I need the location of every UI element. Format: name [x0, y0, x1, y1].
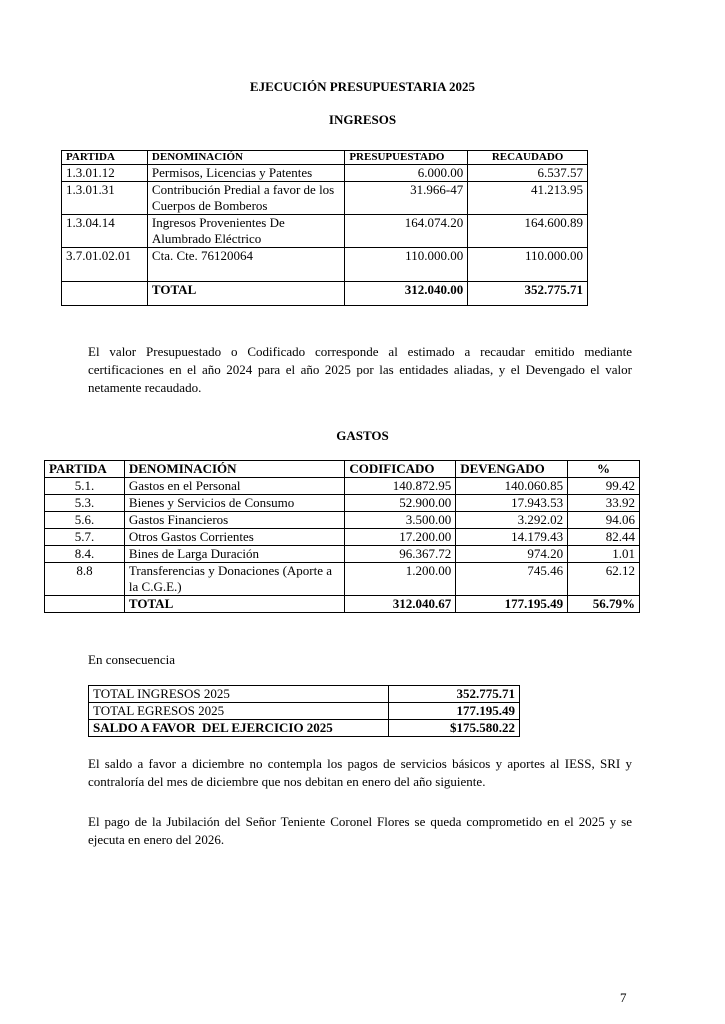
denominacion-cell: Cta. Cte. 76120064 — [147, 248, 344, 282]
denominacion-cell: Otros Gastos Corrientes — [124, 529, 344, 546]
summary-value: 177.195.49 — [388, 703, 519, 720]
gastos-total-row — [45, 596, 640, 613]
percent-cell: 1.01 — [568, 546, 640, 563]
partida-cell: 1.3.04.14 — [62, 215, 148, 248]
table-row — [45, 478, 640, 495]
codificado-cell: 17.200.00 — [345, 529, 456, 546]
header-codificado: CODIFICADO — [345, 461, 456, 478]
denominacion-cell: Bienes y Servicios de Consumo — [124, 495, 344, 512]
header-denominacion: DENOMINACIÓN — [124, 461, 344, 478]
document-title: EJECUCIÓN PRESUPUESTARIA 2025 — [249, 79, 476, 94]
devengado-cell: 3.292.02 — [456, 512, 568, 529]
table-row — [62, 165, 588, 182]
presupuestado-cell: 6.000.00 — [345, 165, 468, 182]
partida-cell: 5.1. — [45, 478, 125, 495]
summary-row — [89, 720, 520, 737]
table-row — [62, 215, 588, 248]
summary-row — [89, 703, 520, 720]
partida-cell: 8.8 — [45, 563, 125, 596]
summary-label: SALDO A FAVOR DEL EJERCICIO 2025 — [89, 720, 389, 737]
denominacion-cell: Ingresos Provenientes De Alumbrado Eléctrico — [147, 215, 344, 248]
gastos-table — [44, 460, 640, 613]
total-codificado: 312.040.67 — [345, 596, 456, 613]
table-row — [45, 529, 640, 546]
recaudado-cell: 164.600.89 — [468, 215, 588, 248]
gastos-header-row — [45, 461, 640, 478]
denominacion-cell: Permisos, Licencias y Patentes — [147, 165, 344, 182]
header-presupuestado: PRESUPUESTADO — [345, 151, 468, 165]
presupuestado-cell: 31.966-47 — [345, 182, 468, 215]
devengado-cell: 745.46 — [456, 563, 568, 596]
codificado-cell: 52.900.00 — [345, 495, 456, 512]
total-percent: 56.79% — [568, 596, 640, 613]
recaudado-cell: 110.000.00 — [468, 248, 588, 282]
presupuestado-cell: 110.000.00 — [345, 248, 468, 282]
summary-label: TOTAL EGRESOS 2025 — [89, 703, 389, 720]
saldo-note: El saldo a favor a diciembre no contempla los pagos de servicios básicos y aportes al IESS, SRI y contraloría del mes de diciembre que nos debitan en enero del año siguiente. — [88, 756, 632, 789]
codificado-cell: 3.500.00 — [345, 512, 456, 529]
ingresos-note: El valor Presupuestado o Codificado corresponde al estimado a recaudar emitido mediante certificaciones en el año 2024 para el año 2025 por las entidades aliadas, y el Devengado el valor netamente recaudado. — [88, 344, 632, 395]
ingresos-total-row — [62, 282, 588, 306]
summary-table — [88, 685, 520, 737]
denominacion-cell: Gastos Financieros — [124, 512, 344, 529]
partida-cell: 5.7. — [45, 529, 125, 546]
header-devengado: DEVENGADO — [456, 461, 568, 478]
codificado-cell: 96.367.72 — [345, 546, 456, 563]
denominacion-cell: Transferencias y Donaciones (Aporte a la C.G.E.) — [124, 563, 344, 596]
summary-intro: En consecuencia — [88, 652, 175, 667]
partida-cell: 5.3. — [45, 495, 125, 512]
header-denominacion: DENOMINACIÓN — [147, 151, 344, 165]
percent-cell: 33.92 — [568, 495, 640, 512]
partida-cell: 8.4. — [45, 546, 125, 563]
table-row — [62, 248, 588, 282]
table-row — [45, 546, 640, 563]
empty-cell — [45, 596, 125, 613]
denominacion-cell: Contribución Predial a favor de los Cuerpos de Bomberos — [147, 182, 344, 215]
summary-value: $175.580.22 — [388, 720, 519, 737]
table-row — [45, 512, 640, 529]
partida-cell: 5.6. — [45, 512, 125, 529]
denominacion-cell: Gastos en el Personal — [124, 478, 344, 495]
percent-cell: 62.12 — [568, 563, 640, 596]
devengado-cell: 17.943.53 — [456, 495, 568, 512]
gastos-heading: GASTOS — [336, 428, 389, 443]
partida-cell: 1.3.01.12 — [62, 165, 148, 182]
total-label: TOTAL — [124, 596, 344, 613]
codificado-cell: 140.872.95 — [345, 478, 456, 495]
table-row — [62, 182, 588, 215]
percent-cell: 94.06 — [568, 512, 640, 529]
table-row — [45, 563, 640, 596]
devengado-cell: 14.179.43 — [456, 529, 568, 546]
devengado-cell: 140.060.85 — [456, 478, 568, 495]
percent-cell: 82.44 — [568, 529, 640, 546]
ingresos-heading: INGRESOS — [328, 112, 397, 127]
summary-row — [89, 686, 520, 703]
header-recaudado: RECAUDADO — [468, 151, 588, 165]
summary-value: 352.775.71 — [388, 686, 519, 703]
total-recaudado: 352.775.71 — [468, 282, 588, 306]
header-partida: PARTIDA — [45, 461, 125, 478]
ingresos-header-row — [62, 151, 588, 165]
empty-cell — [62, 282, 148, 306]
partida-cell: 3.7.01.02.01 — [62, 248, 148, 282]
header-percent: % — [568, 461, 640, 478]
page-number: 7 — [620, 990, 627, 1005]
recaudado-cell: 41.213.95 — [468, 182, 588, 215]
total-presupuestado: 312.040.00 — [345, 282, 468, 306]
header-partida: PARTIDA — [62, 151, 148, 165]
percent-cell: 99.42 — [568, 478, 640, 495]
recaudado-cell: 6.537.57 — [468, 165, 588, 182]
jubilacion-note: El pago de la Jubilación del Señor Teniente Coronel Flores se queda comprometido en el 2025 y se ejecuta en enero del 2026. — [88, 814, 632, 847]
partida-cell: 1.3.01.31 — [62, 182, 148, 215]
ingresos-table — [61, 150, 588, 306]
total-devengado: 177.195.49 — [456, 596, 568, 613]
table-row — [45, 495, 640, 512]
presupuestado-cell: 164.074.20 — [345, 215, 468, 248]
total-label: TOTAL — [147, 282, 344, 306]
devengado-cell: 974.20 — [456, 546, 568, 563]
summary-label: TOTAL INGRESOS 2025 — [89, 686, 389, 703]
denominacion-cell: Bines de Larga Duración — [124, 546, 344, 563]
codificado-cell: 1.200.00 — [345, 563, 456, 596]
